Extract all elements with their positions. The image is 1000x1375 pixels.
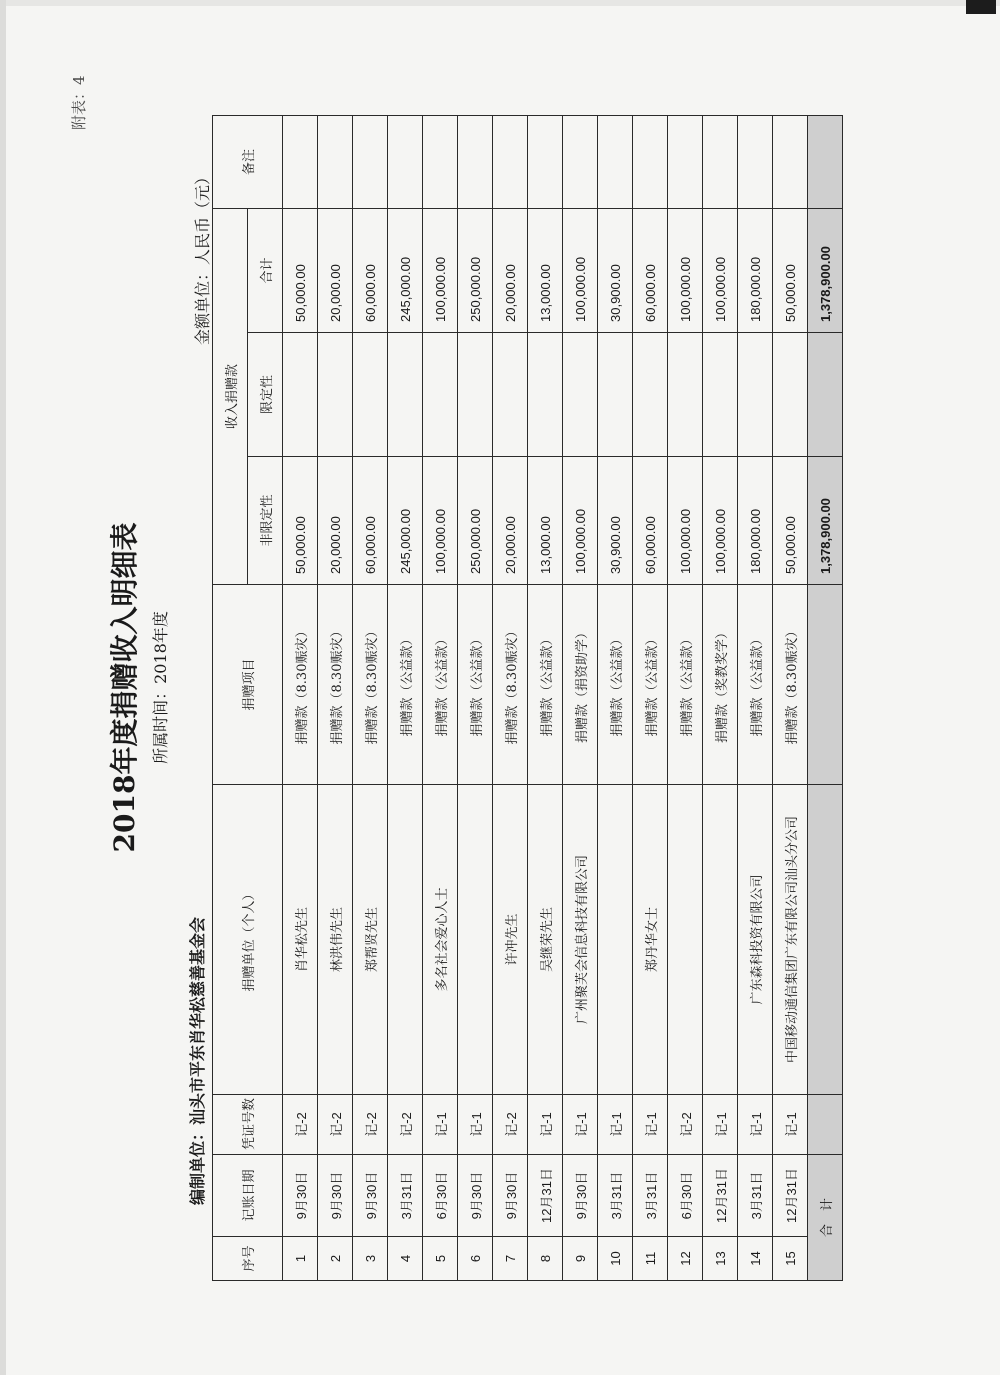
row-voucher: 记-1: [563, 1095, 598, 1155]
row-date: 9月30日: [493, 1155, 528, 1237]
row-seq: 6: [458, 1237, 493, 1281]
row-voucher: 记-2: [283, 1095, 318, 1155]
row-seq: 15: [773, 1237, 808, 1281]
row-restricted: [598, 333, 633, 457]
row-seq: 10: [598, 1237, 633, 1281]
row-restricted: [703, 333, 738, 457]
row-donor: [703, 785, 738, 1095]
row-date: 12月31日: [528, 1155, 563, 1237]
table-row: [563, 116, 598, 1281]
table-row: [458, 116, 493, 1281]
header-date: 记账日期: [213, 1155, 283, 1237]
row-date: 9月30日: [458, 1155, 493, 1237]
table-row: [703, 116, 738, 1281]
row-remarks: [563, 116, 598, 209]
row-subtotal: 20,000.00: [493, 209, 528, 333]
row-seq: 11: [633, 1237, 668, 1281]
row-restricted: [528, 333, 563, 457]
row-unrestricted: 100,000.00: [703, 457, 738, 585]
row-seq: 13: [703, 1237, 738, 1281]
donation-income-table: [212, 115, 843, 1281]
row-remarks: [388, 116, 423, 209]
total-donor-cell: [808, 785, 843, 1095]
row-date: 6月30日: [668, 1155, 703, 1237]
table-row: [353, 116, 388, 1281]
row-item: 捐赠款（公益款）: [738, 585, 773, 785]
row-unrestricted: 60,000.00: [633, 457, 668, 585]
row-item: 捐赠款（公益款）: [388, 585, 423, 785]
table-row: [493, 116, 528, 1281]
row-seq: 7: [493, 1237, 528, 1281]
row-restricted: [493, 333, 528, 457]
table-row: [528, 116, 563, 1281]
header-donor: 捐赠单位（个人）: [213, 785, 283, 1095]
row-remarks: [633, 116, 668, 209]
row-item: 捐赠款（8.30赈灾）: [773, 585, 808, 785]
row-subtotal: 60,000.00: [353, 209, 388, 333]
row-restricted: [388, 333, 423, 457]
row-subtotal: 250,000.00: [458, 209, 493, 333]
row-remarks: [283, 116, 318, 209]
row-subtotal: 100,000.00: [563, 209, 598, 333]
row-item: 捐赠款（8.30赈灾）: [318, 585, 353, 785]
row-restricted: [668, 333, 703, 457]
row-seq: 8: [528, 1237, 563, 1281]
row-voucher: 记-1: [458, 1095, 493, 1155]
table-row: [633, 116, 668, 1281]
row-voucher: 记-1: [598, 1095, 633, 1155]
header-subtotal: 合计: [248, 209, 283, 333]
total-restricted-cell: [808, 333, 843, 457]
row-item: 捐赠款（8.30赈灾）: [283, 585, 318, 785]
row-restricted: [283, 333, 318, 457]
row-unrestricted: 60,000.00: [353, 457, 388, 585]
row-remarks: [493, 116, 528, 209]
row-restricted: [458, 333, 493, 457]
row-remarks: [703, 116, 738, 209]
table-body: [283, 116, 808, 1281]
row-unrestricted: 20,000.00: [318, 457, 353, 585]
row-unrestricted: 100,000.00: [668, 457, 703, 585]
table-row: [738, 116, 773, 1281]
row-donor: [598, 785, 633, 1095]
row-subtotal: 60,000.00: [633, 209, 668, 333]
period-label: 所属时间：2018年度: [151, 611, 170, 764]
header-remarks: 备注: [213, 116, 283, 209]
row-item: 捐赠款（公益款）: [458, 585, 493, 785]
row-unrestricted: 100,000.00: [423, 457, 458, 585]
row-item: 捐赠款（8.30赈灾）: [493, 585, 528, 785]
row-unrestricted: 20,000.00: [493, 457, 528, 585]
row-seq: 2: [318, 1237, 353, 1281]
row-item: 捐赠款（公益款）: [668, 585, 703, 785]
row-remarks: [458, 116, 493, 209]
row-subtotal: 180,000.00: [738, 209, 773, 333]
row-subtotal: 50,000.00: [283, 209, 318, 333]
table-row: [318, 116, 353, 1281]
row-remarks: [528, 116, 563, 209]
row-seq: 3: [353, 1237, 388, 1281]
row-item: 捐赠款（奖教奖学）: [703, 585, 738, 785]
row-remarks: [598, 116, 633, 209]
row-voucher: 记-2: [318, 1095, 353, 1155]
row-remarks: [318, 116, 353, 209]
row-restricted: [318, 333, 353, 457]
row-restricted: [633, 333, 668, 457]
row-subtotal: 13,000.00: [528, 209, 563, 333]
row-voucher: 记-2: [388, 1095, 423, 1155]
header-unrestricted: 非限定性: [248, 457, 283, 585]
row-remarks: [423, 116, 458, 209]
row-date: 9月30日: [318, 1155, 353, 1237]
row-date: 6月30日: [423, 1155, 458, 1237]
row-donor: 许冲先生: [493, 785, 528, 1095]
row-subtotal: 100,000.00: [668, 209, 703, 333]
organization-label: 编制单位：汕头市平东肖华松慈善基金会: [188, 916, 207, 1205]
table-row: [668, 116, 703, 1281]
row-voucher: 记-2: [668, 1095, 703, 1155]
row-date: 9月30日: [283, 1155, 318, 1237]
table-row: [423, 116, 458, 1281]
page-title: 2018年度捐赠收入明细表: [108, 522, 141, 853]
row-date: 3月31日: [598, 1155, 633, 1237]
row-subtotal: 245,000.00: [388, 209, 423, 333]
row-donor: 多名社会爱心人士: [423, 785, 458, 1095]
row-seq: 1: [283, 1237, 318, 1281]
row-item: 捐赠款（捐资助学）: [563, 585, 598, 785]
row-subtotal: 30,900.00: [598, 209, 633, 333]
row-donor: 林洪伟先生: [318, 785, 353, 1095]
header-voucher: 凭证号数: [213, 1095, 283, 1155]
header-seq: 序号: [213, 1237, 283, 1281]
row-donor: 广东森科投资有限公司: [738, 785, 773, 1095]
row-remarks: [668, 116, 703, 209]
row-donor: 郑帮贤先生: [353, 785, 388, 1095]
row-date: 9月30日: [563, 1155, 598, 1237]
table-row: [598, 116, 633, 1281]
row-restricted: [563, 333, 598, 457]
row-subtotal: 100,000.00: [703, 209, 738, 333]
row-donor: [668, 785, 703, 1095]
row-restricted: [353, 333, 388, 457]
row-voucher: 记-1: [633, 1095, 668, 1155]
row-remarks: [353, 116, 388, 209]
row-donor: [458, 785, 493, 1095]
row-unrestricted: 13,000.00: [528, 457, 563, 585]
header-restricted: 限定性: [248, 333, 283, 457]
total-remarks-cell: [808, 116, 843, 209]
row-unrestricted: 30,900.00: [598, 457, 633, 585]
row-donor: 吴继荣先生: [528, 785, 563, 1095]
row-seq: 5: [423, 1237, 458, 1281]
row-seq: 9: [563, 1237, 598, 1281]
row-restricted: [773, 333, 808, 457]
row-seq: 4: [388, 1237, 423, 1281]
row-item: 捐赠款（公益款）: [633, 585, 668, 785]
row-restricted: [423, 333, 458, 457]
row-unrestricted: 50,000.00: [773, 457, 808, 585]
row-remarks: [773, 116, 808, 209]
row-restricted: [738, 333, 773, 457]
row-seq: 12: [668, 1237, 703, 1281]
total-row: [808, 116, 843, 1281]
row-voucher: 记-1: [528, 1095, 563, 1155]
currency-unit-label: 金额单位：人民币（元）: [193, 168, 212, 345]
row-subtotal: 50,000.00: [773, 209, 808, 333]
row-donor: 郑丹华女士: [633, 785, 668, 1095]
row-donor: [388, 785, 423, 1095]
row-item: 捐赠款（公益款）: [598, 585, 633, 785]
row-voucher: 记-1: [703, 1095, 738, 1155]
row-date: 12月31日: [703, 1155, 738, 1237]
total-unrestricted: 1,378,900.00: [808, 457, 843, 585]
row-seq: 14: [738, 1237, 773, 1281]
row-remarks: [738, 116, 773, 209]
header-income-group: 收入捐赠款: [213, 209, 248, 585]
row-unrestricted: 50,000.00: [283, 457, 318, 585]
row-voucher: 记-2: [493, 1095, 528, 1155]
row-unrestricted: 180,000.00: [738, 457, 773, 585]
row-unrestricted: 100,000.00: [563, 457, 598, 585]
attachment-label: 附表：4: [70, 75, 88, 130]
row-voucher: 记-2: [353, 1095, 388, 1155]
row-voucher: 记-1: [738, 1095, 773, 1155]
table-row: [388, 116, 423, 1281]
row-date: 3月31日: [633, 1155, 668, 1237]
row-item: 捐赠款（公益款）: [423, 585, 458, 785]
row-item: 捐赠款（公益款）: [528, 585, 563, 785]
row-unrestricted: 245,000.00: [388, 457, 423, 585]
row-voucher: 记-1: [423, 1095, 458, 1155]
row-voucher: 记-1: [773, 1095, 808, 1155]
total-subtotal: 1,378,900.00: [808, 209, 843, 333]
row-subtotal: 100,000.00: [423, 209, 458, 333]
row-donor: 广州聚芙会信息科技有限公司: [563, 785, 598, 1095]
row-donor: 中国移动通信集团广东有限公司汕头分公司: [773, 785, 808, 1095]
row-donor: 肖华松先生: [283, 785, 318, 1095]
table-row: [773, 116, 808, 1281]
row-item: 捐赠款（8.30赈灾）: [353, 585, 388, 785]
total-voucher-cell: [808, 1095, 843, 1155]
table-row: [283, 116, 318, 1281]
total-label: 合 计: [808, 1155, 843, 1281]
row-date: 3月31日: [388, 1155, 423, 1237]
total-item-cell: [808, 585, 843, 785]
row-date: 3月31日: [738, 1155, 773, 1237]
row-date: 9月30日: [353, 1155, 388, 1237]
row-date: 12月31日: [773, 1155, 808, 1237]
header-item: 捐赠项目: [213, 585, 283, 785]
row-unrestricted: 250,000.00: [458, 457, 493, 585]
row-subtotal: 20,000.00: [318, 209, 353, 333]
